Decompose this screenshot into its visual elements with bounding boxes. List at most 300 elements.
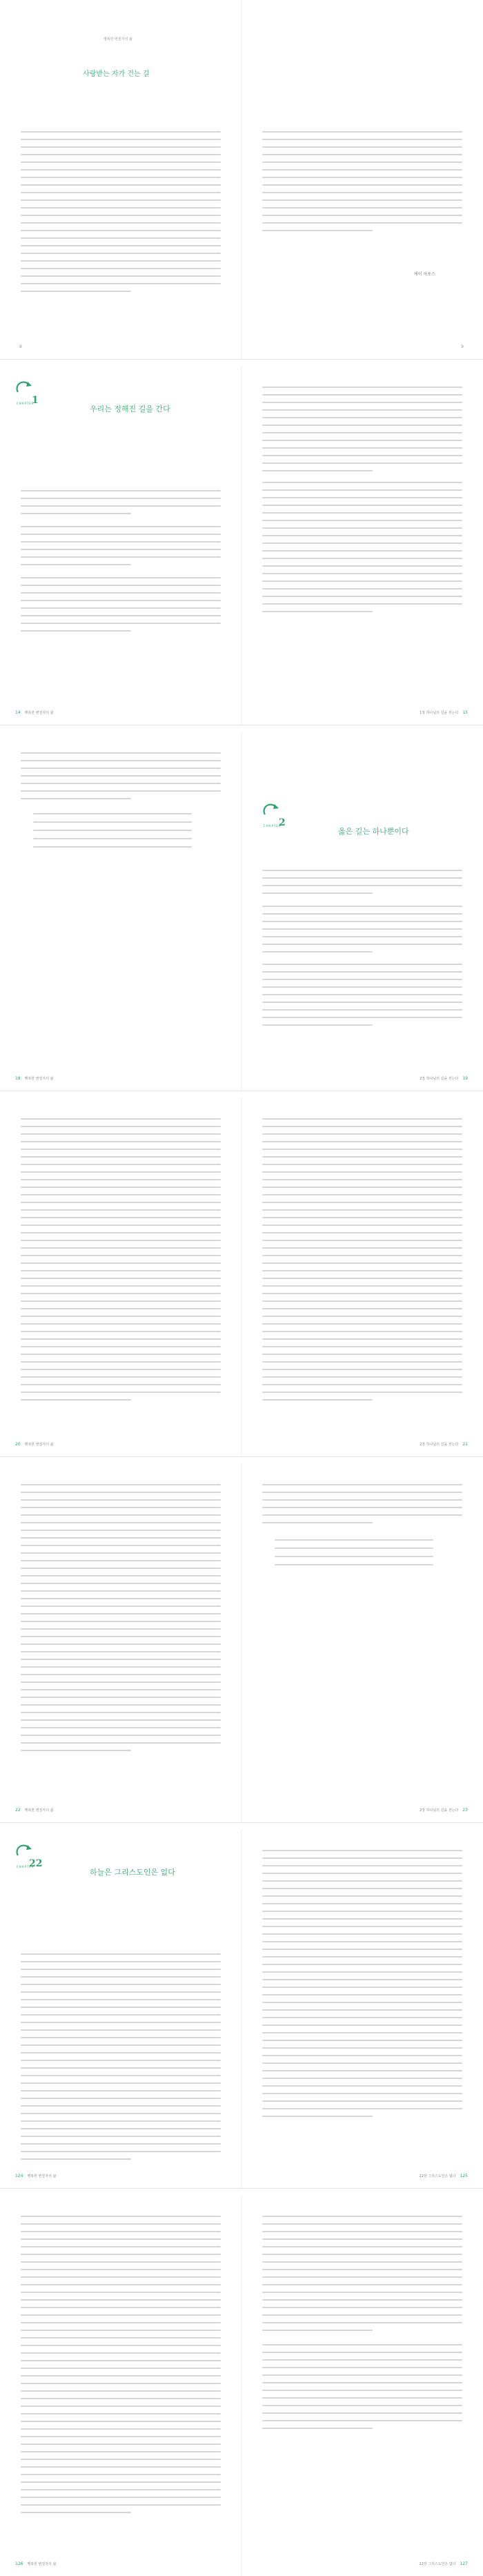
text-line [21, 1742, 221, 1744]
text-line [262, 936, 462, 937]
text-line [262, 1903, 462, 1904]
text-line [21, 2029, 221, 2031]
text-line [21, 1689, 221, 1690]
text-line [262, 1316, 462, 1317]
right-page [241, 0, 483, 359]
text-line [262, 1865, 462, 1866]
text-line [262, 1308, 462, 1309]
text-line [21, 154, 221, 155]
text-line [21, 2045, 221, 2046]
text-line [21, 2120, 221, 2122]
text-line [275, 1564, 433, 1565]
text-line [262, 1338, 462, 1340]
text-line [21, 1735, 221, 1736]
text-line [262, 2292, 462, 2293]
book-spread-3 [0, 732, 483, 1091]
text-line [262, 928, 462, 930]
text-line [262, 440, 462, 441]
text-line [262, 497, 462, 498]
text-line [262, 1971, 462, 1973]
text-line [21, 1232, 221, 1233]
text-line [21, 1606, 221, 1607]
text-line [21, 1293, 221, 1294]
text-line [262, 2040, 462, 2041]
text-line [21, 1156, 221, 1158]
text-line [21, 2254, 221, 2255]
text-line [21, 1278, 221, 1279]
footer-text: 행복한 변질자의 삶 [24, 711, 54, 715]
text-line [21, 283, 221, 284]
text-line [262, 394, 462, 396]
text-line [21, 207, 221, 208]
text-line [21, 534, 221, 535]
text-line [21, 752, 221, 754]
text-line [262, 2009, 462, 2011]
text-line [21, 2375, 221, 2377]
text-line [262, 470, 373, 471]
text-line [21, 1961, 221, 1962]
text-line [21, 2512, 131, 2513]
chapter-title: 하늘은 그리스도인은 없다 [90, 1868, 175, 1877]
right-page [241, 1829, 483, 2188]
text-line [262, 2078, 462, 2079]
footer-text: 행복한 변질자의 삶 [24, 1443, 54, 1447]
text-line [262, 1857, 462, 1859]
text-line [21, 237, 221, 239]
text-line [262, 417, 462, 418]
text-line [21, 275, 221, 277]
text-line [21, 1179, 221, 1180]
text-line [21, 2276, 221, 2278]
text-line [262, 1024, 373, 1026]
text-line [21, 192, 221, 193]
text-line [262, 230, 373, 231]
text-line [21, 1187, 221, 1188]
text-line [21, 1537, 221, 1539]
text-line [262, 2002, 462, 2003]
text-line [262, 2116, 373, 2117]
text-line [21, 291, 131, 292]
right-page [241, 732, 483, 1091]
text-line [262, 1514, 462, 1516]
left-page [0, 1829, 241, 2188]
page-number: 9 [461, 344, 464, 349]
page-number: 19 [462, 1076, 468, 1081]
text-line [21, 1399, 131, 1401]
text-line [262, 1293, 462, 1294]
text-line [21, 1384, 221, 1385]
chapter-number: 1 [32, 395, 39, 406]
text-line [262, 1994, 462, 1996]
text-line [262, 994, 462, 995]
text-line [21, 2504, 221, 2506]
left-page [0, 366, 241, 725]
text-line [21, 1522, 221, 1523]
footer-text: 행복한 변질자의 삶 [27, 2174, 57, 2178]
book-spread-6 [0, 1829, 483, 2189]
text-line [21, 131, 221, 133]
text-line [262, 1187, 462, 1188]
page-number: 22 [15, 1808, 21, 1813]
text-line [262, 1354, 462, 1355]
chapter-arrow-icon [262, 802, 280, 820]
text-line [21, 2158, 131, 2160]
text-line [262, 944, 462, 945]
text-line [262, 1009, 462, 1011]
text-line [262, 1911, 462, 1912]
text-line [21, 1969, 221, 1970]
text-line [21, 2246, 221, 2247]
chapter-label: CHAPTER [17, 1865, 34, 1868]
text-line [262, 2374, 462, 2376]
text-line [262, 1240, 462, 1241]
footer-text: 행복한 변질자의 삶 [27, 2562, 57, 2566]
text-line [262, 222, 462, 224]
text-line [262, 2276, 462, 2278]
text-line [262, 2269, 462, 2270]
book-spread-2 [0, 366, 483, 725]
text-line [21, 2136, 221, 2137]
text-line [262, 1323, 462, 1325]
page-number: 125 [460, 2174, 468, 2178]
chapter-number: 22 [29, 1858, 43, 1869]
text-line [21, 592, 221, 594]
text-line [262, 1300, 462, 1302]
running-footer [15, 1076, 53, 1081]
text-line [262, 1507, 462, 1508]
text-line [262, 611, 373, 612]
right-page [241, 366, 483, 725]
text-line [21, 2014, 221, 2016]
running-footer [420, 2174, 468, 2178]
text-line [21, 2223, 221, 2225]
text-line [262, 2070, 462, 2071]
text-line [262, 906, 462, 907]
running-footer [15, 2562, 56, 2566]
text-line [21, 1346, 221, 1347]
text-line [262, 2032, 462, 2033]
text-line [21, 1712, 221, 1713]
chapter-label: CHAPTER [264, 824, 282, 828]
text-line [262, 184, 462, 186]
text-line [21, 760, 221, 761]
text-line [262, 1156, 462, 1158]
text-line [21, 2060, 221, 2061]
footer-text: 2장 하나님의 길을 걷는다 [420, 1808, 459, 1813]
text-line [262, 462, 462, 464]
text-line [262, 2093, 462, 2094]
text-line [21, 245, 221, 246]
text-line [262, 2299, 462, 2301]
text-line [262, 2367, 462, 2368]
text-line [21, 2216, 221, 2217]
text-line [262, 2322, 462, 2323]
page-number: 23 [462, 1808, 468, 1813]
text-line [33, 813, 192, 814]
running-footer [15, 710, 53, 715]
text-line [21, 2436, 221, 2437]
text-line [275, 1539, 433, 1541]
text-line [21, 1666, 221, 1668]
left-page [0, 1463, 241, 1822]
text-line [21, 2314, 221, 2316]
text-line [262, 986, 462, 988]
text-line [262, 154, 462, 155]
text-line [21, 2128, 221, 2129]
text-line [21, 505, 221, 507]
book-spread-5 [0, 1463, 483, 1823]
text-line [21, 1719, 221, 1721]
text-line [21, 513, 131, 514]
running-footer [420, 710, 468, 715]
text-line [262, 169, 462, 170]
text-line [262, 402, 462, 403]
text-line [262, 1492, 462, 1493]
text-line [262, 2085, 462, 2087]
text-line [262, 1850, 462, 1851]
text-line [21, 615, 221, 616]
text-line [262, 1017, 462, 1018]
footer-text: 2장 하나님의 길을 걷는다 [420, 1443, 459, 1447]
text-line [21, 1953, 221, 1955]
text-line [21, 1323, 221, 1325]
text-line [21, 1507, 221, 1508]
page-number: 21 [462, 1442, 468, 1447]
text-line [21, 1598, 221, 1599]
text-line [21, 1621, 221, 1622]
text-line [21, 1126, 221, 1127]
text-line [262, 1217, 462, 1218]
text-line [262, 1224, 462, 1226]
text-line [262, 2047, 462, 2049]
text-line [21, 1727, 221, 1728]
text-line [21, 1613, 221, 1614]
text-line [21, 1590, 221, 1592]
text-line [262, 979, 462, 980]
text-line [262, 2344, 462, 2345]
text-line [262, 2108, 462, 2109]
book-spread-1 [0, 0, 483, 360]
text-line [21, 1224, 221, 1226]
text-line [262, 964, 462, 965]
text-line [21, 1354, 221, 1355]
text-line [262, 1873, 462, 1874]
text-line [21, 1316, 221, 1317]
text-line [21, 490, 221, 491]
text-line [21, 798, 131, 799]
text-line [262, 1331, 462, 1332]
text-line [21, 2443, 221, 2445]
right-page [241, 2195, 483, 2576]
running-footer [15, 1808, 53, 1813]
text-line [33, 838, 192, 839]
page-number: 20 [15, 1442, 21, 1447]
text-line [262, 565, 462, 567]
right-page [241, 1097, 483, 1456]
text-line [21, 1636, 221, 1637]
text-line [21, 2269, 221, 2270]
text-line [21, 2489, 221, 2490]
text-line [262, 1522, 373, 1523]
text-line [21, 253, 221, 254]
text-line [21, 1270, 221, 1271]
footer-text: 22장 그리스도인은 없다 [419, 2174, 456, 2178]
text-line [21, 1583, 221, 1584]
text-line [262, 1361, 462, 1363]
text-line [21, 1568, 221, 1569]
text-line [21, 1552, 221, 1554]
text-line [21, 215, 221, 216]
text-line [262, 971, 462, 973]
text-line [262, 2412, 462, 2414]
text-line [262, 1262, 462, 1264]
text-line [262, 1202, 462, 1203]
text-line [21, 1133, 221, 1135]
text-line [262, 2024, 462, 2026]
text-line [262, 2352, 462, 2353]
text-line [21, 2238, 221, 2240]
text-line [262, 580, 462, 582]
text-line [262, 387, 462, 388]
text-line [33, 821, 192, 823]
page-number: 126 [15, 2562, 23, 2566]
footer-text: 22장 그리스도인은 없다 [419, 2562, 456, 2566]
text-line [21, 2037, 221, 2038]
chapter-title: 옳은 길는 하나뿐이다 [338, 827, 409, 836]
text-line [21, 2113, 221, 2114]
text-line [33, 830, 192, 831]
text-line [33, 846, 192, 848]
text-line [21, 1247, 221, 1249]
text-line [21, 2413, 221, 2414]
text-line [262, 596, 462, 597]
chapter-title: 우리는 정해진 길을 간다 [90, 404, 170, 413]
text-line [21, 2322, 221, 2323]
text-line [262, 2405, 462, 2406]
left-page [0, 732, 241, 1091]
text-line [262, 1926, 462, 1927]
text-line [21, 1149, 221, 1150]
text-line [21, 1984, 221, 1985]
text-line [21, 1681, 221, 1683]
chapter-arrow-icon [15, 380, 33, 398]
text-line [262, 409, 462, 411]
text-line [262, 2100, 462, 2102]
text-line [21, 630, 131, 632]
text-line [21, 607, 221, 609]
text-line [262, 2397, 462, 2399]
text-line [262, 482, 462, 483]
text-line [262, 1179, 462, 1180]
text-line [21, 2292, 221, 2293]
text-line [262, 2359, 462, 2361]
text-line [262, 520, 462, 521]
text-line [262, 1141, 462, 1142]
text-line [21, 2143, 221, 2145]
text-line [21, 498, 221, 499]
running-footer [15, 2174, 56, 2178]
text-line [262, 1376, 462, 1378]
page-number: 14 [15, 710, 21, 715]
text-line [21, 1628, 221, 1630]
text-line [21, 2105, 221, 2107]
text-line [21, 1750, 131, 1751]
text-line [262, 1194, 462, 1196]
text-line [262, 2062, 462, 2064]
text-line [21, 1164, 221, 1165]
text-line [262, 1949, 462, 1950]
text-line [262, 1987, 462, 1988]
text-line [21, 2231, 221, 2232]
text-line [262, 1369, 462, 1370]
text-line [21, 260, 221, 262]
text-line [21, 268, 221, 269]
text-line [21, 1499, 221, 1501]
right-page [241, 1463, 483, 1822]
text-line [262, 2254, 462, 2255]
running-footer [420, 1442, 468, 1447]
text-line [21, 2421, 221, 2422]
text-line [21, 564, 131, 565]
text-line [21, 2067, 221, 2069]
text-line [262, 1933, 462, 1935]
text-line [21, 1659, 221, 1660]
text-line [21, 1376, 221, 1378]
text-line [21, 1202, 221, 1203]
text-line [21, 1361, 221, 1363]
text-line [262, 505, 462, 506]
text-line [21, 2466, 221, 2468]
text-line [262, 1002, 462, 1003]
book-spread-4 [0, 1097, 483, 1457]
text-line [21, 1369, 221, 1370]
text-line [262, 1941, 462, 1942]
text-line [262, 1232, 462, 1233]
text-line [262, 1164, 462, 1165]
text-line [21, 2360, 221, 2361]
text-line [262, 1888, 462, 1889]
running-footer [420, 1808, 468, 1813]
page-number: 124 [15, 2174, 23, 2178]
text-line [262, 2428, 373, 2429]
text-line [262, 870, 462, 871]
text-line [21, 1118, 221, 1120]
text-line [21, 585, 221, 586]
text-line [262, 603, 462, 605]
text-line [275, 1556, 433, 1557]
text-line [21, 1484, 221, 1485]
text-line [21, 1171, 221, 1173]
text-line [21, 2261, 221, 2263]
text-line [21, 1338, 221, 1340]
footer-text: 2장 하나님의 길을 걷는다 [420, 1077, 459, 1081]
text-line [262, 1979, 462, 1980]
text-line [21, 1976, 221, 1978]
text-line [262, 199, 462, 201]
text-line [262, 2330, 373, 2331]
text-line [262, 162, 462, 163]
text-line [262, 2231, 462, 2232]
text-line [21, 2406, 221, 2407]
text-line [262, 527, 462, 529]
text-line [262, 2216, 462, 2217]
footer-text: 행복한 변질자의 삶 [24, 1077, 54, 1081]
page-number: 8 [19, 344, 22, 349]
text-line [262, 1484, 462, 1485]
text-line [21, 184, 221, 186]
text-line [262, 2238, 462, 2240]
text-line [21, 2368, 221, 2369]
